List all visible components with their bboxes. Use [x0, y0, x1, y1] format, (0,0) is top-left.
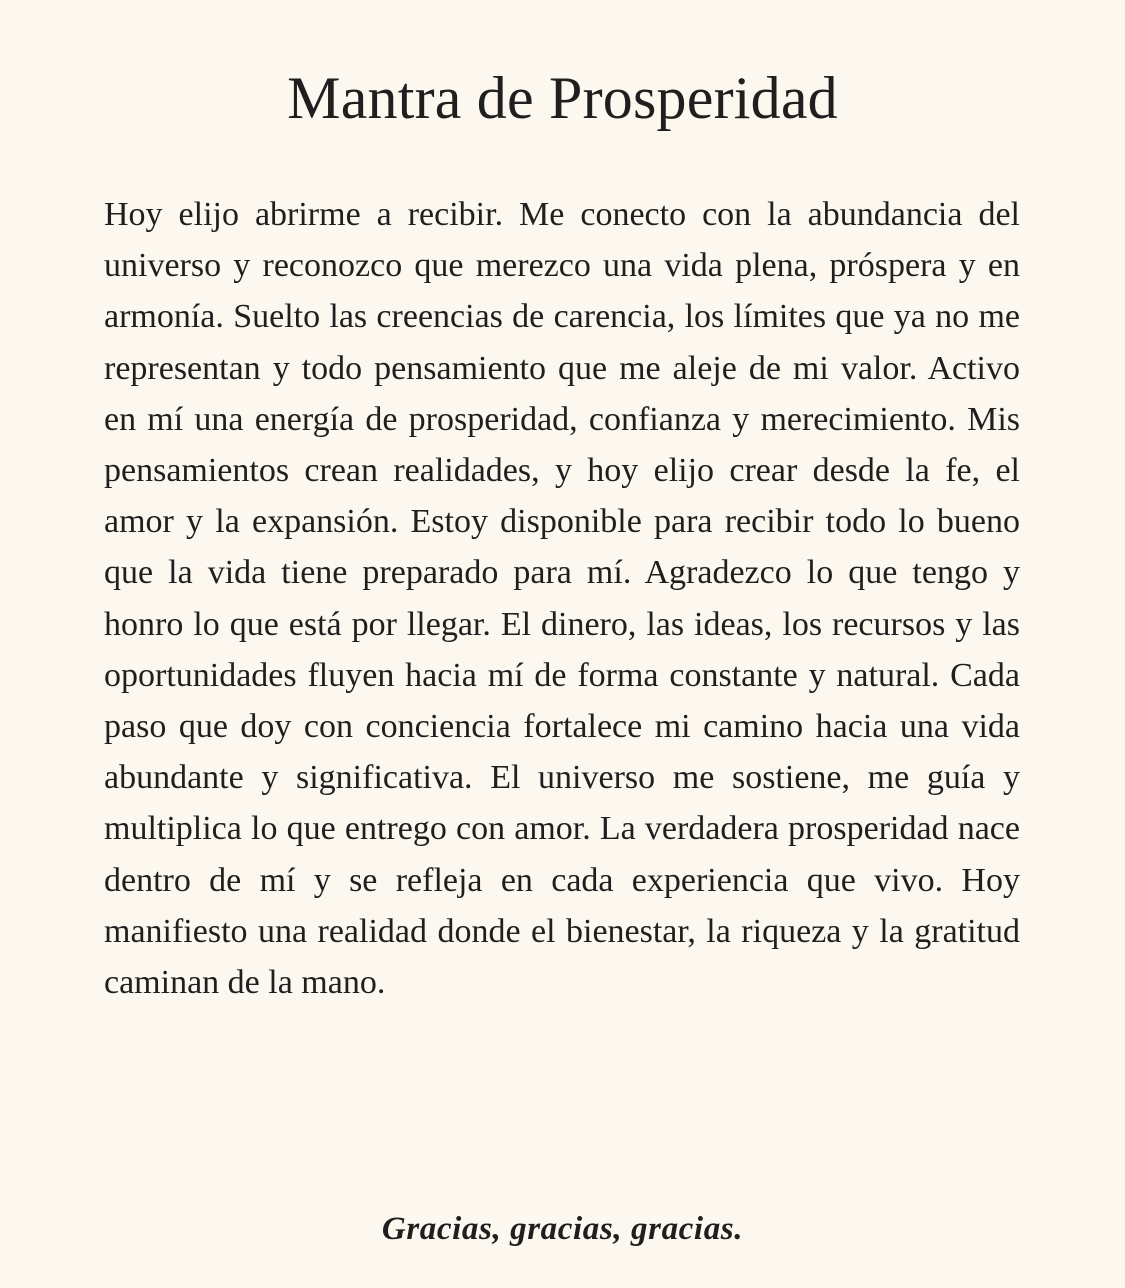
closing-line: Gracias, gracias, gracias.	[381, 1211, 744, 1247]
mantra-body-text: Hoy elijo abrirme a recibir. Me conecto con la abundancia del universo y reconozco que merezco una vida plena, próspera y en armonía. Suelto las creencias de carencia, los límites que ya no me representan y todo pensamiento que me aleje de mi valor. Activo en mí una energía de prosperidad, confianza y merecimiento. Mis pensamientos crean realidades, y hoy elijo crear desde la fe, el amor y la expansión. Estoy disponible para recibir todo lo bueno que la vida tiene preparado para mí. Agradezco lo que tengo y honro lo que está por llegar. El dinero, las ideas, los recursos y las oportunidades fluyen hacia mí de forma constante y natural. Cada paso que doy con conciencia fortalece mi camino hacia una vida abundante y significativa. El universo me sostiene, me guía y multiplica lo que entrego con amor. La verdadera prosperidad nace dentro de mí y se refleja en cada experiencia que vivo. Hoy manifiesto una realidad donde el bienestar, la riqueza y la gratitud caminan de la mano.	[104, 196, 1020, 1002]
page-title: Mantra de Prosperidad	[287, 65, 838, 131]
